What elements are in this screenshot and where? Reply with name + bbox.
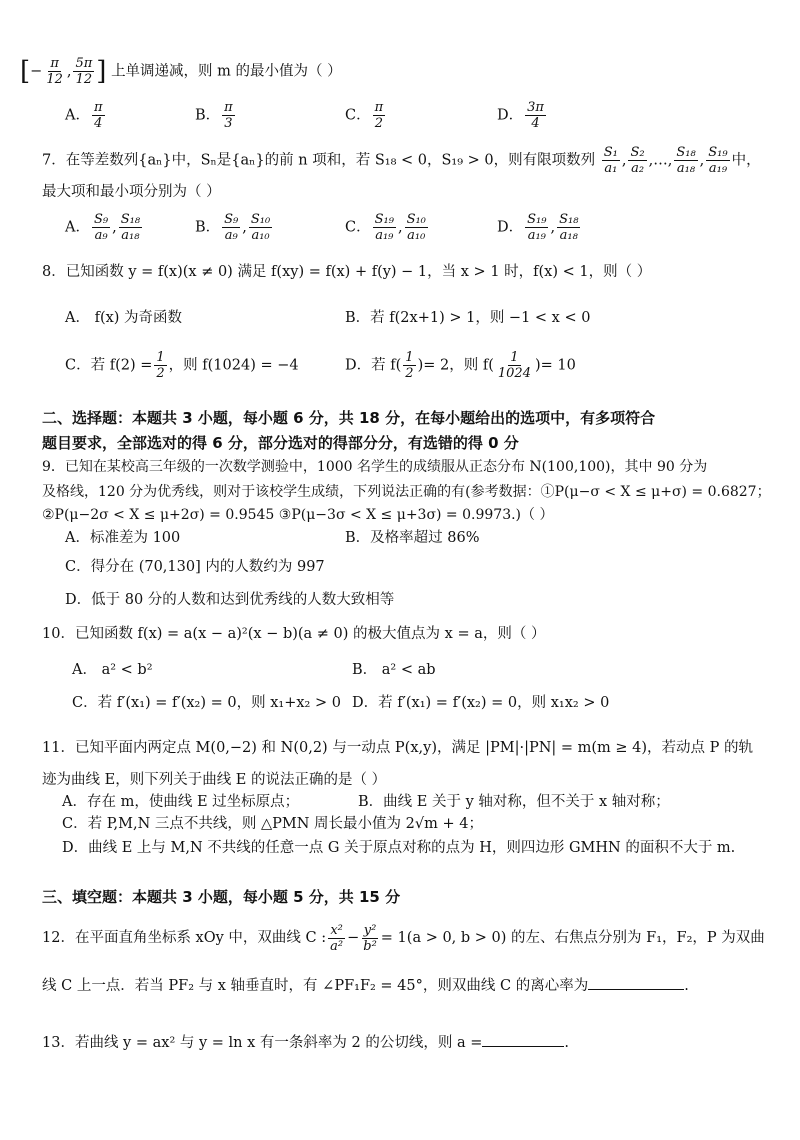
- frac-num: π: [374, 100, 384, 115]
- frac-den: a₂: [631, 161, 645, 176]
- frac-num: S₁₀: [406, 212, 426, 227]
- q11-option-b[interactable]: B．曲线 E 关于 y 轴对称，但不关于 x 轴对称；: [358, 794, 670, 810]
- q12-stem-line2: [42, 975, 689, 996]
- option-label: D．: [497, 107, 524, 124]
- q12-text: 12．在平面直角坐标系 xOy 中，双曲线 C :: [42, 930, 327, 946]
- option-label: A．: [65, 107, 90, 124]
- option-label: D．: [497, 219, 524, 236]
- frac-num: 3π: [527, 100, 544, 115]
- answer-blank[interactable]: [482, 1032, 564, 1047]
- frac-num: S₁₈: [120, 212, 141, 227]
- q7-stem-line2: 最大项和最小项分别为（ ）: [42, 184, 221, 200]
- frac-den: 4: [94, 116, 103, 131]
- q6-option-d[interactable]: [497, 100, 548, 131]
- q9-stem-line3: ②P(μ−2σ < X ≤ μ+2σ) = 0.9545 ③P(μ−3σ < X ≤ μ+3σ) = 0.9973.)（ ）: [42, 507, 554, 523]
- frac-num: S₂: [630, 145, 645, 160]
- option-label: A．: [65, 219, 90, 236]
- q7-option-b[interactable]: B． $\frac{\text{S₉}}{\text{a₉}}$ , $\frac{\text{S₁₀}}{\text{a₁₀}}$: [195, 212, 271, 243]
- frac-den: a₁₈: [676, 161, 696, 176]
- q9-option-a[interactable]: A．标准差为 100: [65, 530, 181, 546]
- ellipsis: ,…,: [648, 152, 673, 169]
- q9-option-c[interactable]: C．得分在 (70,130] 内的人数约为 997: [65, 559, 325, 575]
- frac-num: π: [93, 100, 103, 115]
- frac-num: 1: [405, 350, 414, 365]
- frac-den: a₉: [94, 228, 108, 243]
- frac-den: a₁: [604, 161, 618, 176]
- frac-den: 2: [156, 366, 165, 381]
- q12-text: = 1(a > 0, b > 0) 的左、右焦点分别为 F₁，F₂，P 为双曲: [380, 930, 765, 946]
- q9-stem-line1: 9．已知在某校高三年级的一次数学测验中，1000 名学生的成绩服从正态分布 N(100,100)，其中 90 分为: [42, 459, 708, 475]
- q8-option-d[interactable]: D．若 f( $\frac{1}{2}$ )= 2，则 f( $\frac{1}{1024}$ )= 10: [345, 350, 576, 381]
- frac-num: S₁₈: [559, 212, 579, 227]
- frac-den: a₁₉: [375, 228, 394, 243]
- q12-text: 线 C 上一点．若当 PF₂ 与 x 轴垂直时，有 ∠PF₁F₂ = 45°，则双曲线 C 的离心率为: [42, 978, 589, 994]
- q8-option-b[interactable]: B．若 f(2x+1) > 1，则 −1 < x < 0: [345, 310, 591, 326]
- q9-option-b[interactable]: B．及格率超过 86%: [345, 530, 480, 546]
- period: .: [564, 1035, 569, 1051]
- frac-den: a₁₈: [559, 228, 578, 243]
- frac-den: 1024: [497, 366, 531, 381]
- frac-den: a₉: [224, 228, 238, 243]
- q10-option-c[interactable]: C．若 f′(x₁) = f′(x₂) = 0，则 x₁+x₂ > 0: [72, 695, 341, 711]
- frac-den: a₁₈: [121, 228, 140, 243]
- frac-den: 3: [224, 116, 233, 131]
- frac-num: S₁₀: [250, 212, 271, 227]
- answer-blank[interactable]: [588, 975, 684, 990]
- frac-num: S₉: [93, 212, 109, 227]
- q8-option-c[interactable]: [65, 350, 299, 381]
- period: .: [684, 978, 689, 994]
- frac-num: S₁: [603, 145, 618, 160]
- q8-option-a[interactable]: A． f(x) 为奇函数: [65, 310, 183, 326]
- q7-stem: 7．在等差数列{aₙ}中，Sₙ是{aₙ}的前 n 项和，若 S₁₈ < 0，S₁₉ > 0，则有限项数列 $\frac{\text{S₁}}{\text{a₁}}$ , $\frac{\text{S₂}}{\text{a₂}}$ ,…, $\frac{\text{S₁₈}}{\text{a₁₈}}$ , $\frac{\text{S₁₉}}{\text{a₁₉}}$ 中，: [42, 145, 761, 176]
- option-label: C．: [345, 219, 371, 236]
- option-label: B．: [195, 107, 221, 124]
- option-text: ，则 f(1024) = −4: [168, 357, 299, 374]
- option-text: D．若 f: [345, 357, 396, 374]
- q6-option-b[interactable]: [195, 100, 237, 131]
- frac-num: π: [224, 100, 233, 115]
- frac-num: π: [50, 56, 59, 71]
- q6-option-a[interactable]: [65, 100, 107, 131]
- frac-den: 12: [75, 72, 93, 87]
- q7-stem-text: 7．在等差数列{aₙ}中，Sₙ是{aₙ}的前 n 项和，若 S₁₈ < 0，S₁₉ > 0，则有限项数列: [42, 152, 596, 169]
- section2-heading-cont: 题目要求，全部选对的得 6 分，部分选对的得部分分，有选错的得 0 分: [42, 434, 519, 452]
- section3-heading: 三、填空题：本题共 3 小题，每小题 5 分，共 15 分: [42, 888, 401, 906]
- q9-stem-line2: 及格线，120 分为优秀线，则对于该校学生成绩，下列说法正确的有(参考数据：①P(μ−σ < X ≤ μ+σ) = 0.6827；: [42, 484, 771, 500]
- frac-den: a₁₉: [708, 161, 728, 176]
- frac-den: 4: [531, 116, 540, 131]
- q10-option-a[interactable]: A． a² < b²: [72, 662, 153, 678]
- frac-den: a₁₉: [527, 228, 546, 243]
- q6-interval-line: [− $\frac{\pi}{12}$ , $\frac{5\pi}{12}$ ] 上单调递减，则 m 的最小值为（ ）: [20, 56, 342, 87]
- q13-stem: [42, 1032, 569, 1053]
- frac-num: y²: [363, 922, 377, 938]
- frac-den: a₁₀: [251, 228, 270, 243]
- option-label: C．: [345, 107, 371, 124]
- frac-num: 5π: [75, 56, 93, 71]
- q10-stem: 10．已知函数 f(x) = a(x − a)²(x − b)(a ≠ 0) 的极大值点为 x = a，则（ ）: [42, 626, 546, 642]
- q6-option-c[interactable]: [345, 100, 387, 131]
- q11-option-d[interactable]: D．曲线 E 上与 M,N 不共线的任意一点 G 关于原点对称的点为 H，则四边形 GMHN 的面积不大于 m.: [62, 840, 736, 856]
- frac-num: S₁₉: [708, 145, 728, 160]
- option-text: = 10: [540, 357, 576, 374]
- q11-option-c[interactable]: C．若 P,M,N 三点不共线，则 △PMN 周长最小值为 2√m + 4；: [62, 816, 483, 832]
- q10-option-b[interactable]: B． a² < ab: [352, 662, 436, 678]
- q11-option-a[interactable]: A．存在 m，使曲线 E 过坐标原点；: [62, 794, 300, 810]
- q12-stem-line1: [42, 920, 765, 956]
- option-label: B．: [195, 219, 221, 236]
- q7-option-c[interactable]: C． $\frac{\text{S₁₉}}{\text{a₁₉}}$ , $\frac{\text{S₁₀}}{\text{a₁₀}}$: [345, 212, 426, 243]
- q11-stem-line1: 11．已知平面内两定点 M(0,−2) 和 N(0,2) 与一动点 P(x,y)，满足 |PM|·|PN| = m(m ≥ 4)，若动点 P 的轨: [42, 740, 754, 756]
- frac-den: a²: [330, 938, 344, 954]
- section2-heading: 二、选择题：本题共 3 小题，每小题 6 分，共 18 分，在每小题给出的选项中，有多项符合: [42, 409, 656, 427]
- frac-num: S₁₉: [374, 212, 394, 227]
- q9-option-d[interactable]: D．低于 80 分的人数和达到优秀线的人数大致相等: [65, 592, 395, 608]
- option-text: C．若 f(2) =: [65, 357, 153, 374]
- q13-text: 13．若曲线 y = ax² 与 y = ln x 有一条斜率为 2 的公切线，则 a =: [42, 1035, 483, 1051]
- q6-stem-text: 上单调递减，则 m 的最小值为（ ）: [111, 63, 342, 80]
- q7-option-d[interactable]: D． $\frac{\text{S₁₉}}{\text{a₁₉}}$ , $\frac{\text{S₁₈}}{\text{a₁₈}}$: [497, 212, 579, 243]
- frac-den: 12: [46, 72, 63, 87]
- q7-stem-end: 中，: [731, 152, 761, 169]
- frac-num: S₁₉: [527, 212, 547, 227]
- frac-den: 2: [405, 366, 414, 381]
- option-text: = 2，则 f: [423, 357, 489, 374]
- frac-den: b²: [363, 938, 377, 954]
- frac-num: S₁₈: [676, 145, 696, 160]
- frac-den: 2: [374, 116, 384, 131]
- minus-sign: −: [347, 930, 360, 946]
- frac-num: 1: [156, 350, 165, 365]
- frac-num: 1: [510, 350, 519, 365]
- q10-option-d[interactable]: D．若 f′(x₁) = f′(x₂) = 0，则 x₁x₂ > 0: [352, 695, 610, 711]
- frac-num: S₉: [224, 212, 239, 227]
- q11-stem-line2: 迹为曲线 E，则下列关于曲线 E 的说法正确的是（ ）: [42, 772, 387, 788]
- q8-stem: 8．已知函数 y = f(x)(x ≠ 0) 满足 f(xy) = f(x) + f(y) − 1，当 x > 1 时，f(x) < 1，则（ ）: [42, 264, 652, 280]
- frac-num: x²: [330, 922, 343, 938]
- q7-option-a[interactable]: A． $\frac{\text{S₉}}{\text{a₉}}$ , $\frac{\text{S₁₈}}{\text{a₁₈}}$: [65, 212, 141, 243]
- frac-den: a₁₀: [407, 228, 426, 243]
